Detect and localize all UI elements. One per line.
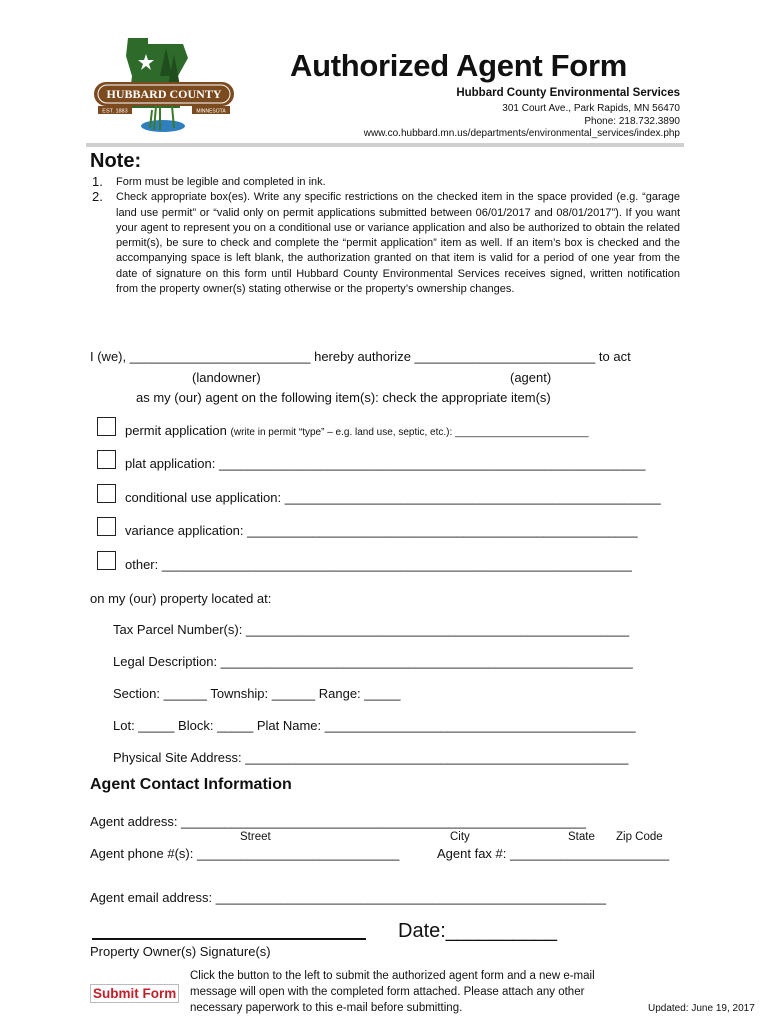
county-logo xyxy=(88,36,238,136)
updated-date: Updated: June 19, 2017 xyxy=(648,1003,755,1014)
svg-text:EST. 1883: EST. 1883 xyxy=(102,108,128,115)
submit-instructions: Click the button to the left to submit the authorized agent form and a new e-mail message will open with the completed form attached. Please attach any other necessary paperwork to this e-mail before submitting. xyxy=(190,970,595,1014)
note-list xyxy=(92,175,680,297)
agent-contact-heading: Agent Contact Information xyxy=(90,776,292,793)
date-field[interactable]: Date:__________ xyxy=(398,920,558,942)
org-name: Hubbard County Environmental Services xyxy=(456,87,680,99)
form-title: Authorized Agent Form xyxy=(290,48,627,83)
svg-text:HUBBARD COUNTY: HUBBARD COUNTY xyxy=(106,87,222,101)
zip-caption: Zip Code xyxy=(616,831,663,843)
landowner-caption: (landowner) xyxy=(192,370,261,385)
permit-application-item[interactable]: permit application (write in permit “type” – e.g. land use, septic, etc.): ________________________ xyxy=(125,423,589,438)
note-heading: Note: xyxy=(90,150,142,172)
agent-address-field[interactable]: Agent address: ________________________________________________________ xyxy=(90,814,586,829)
permit-application-checkbox[interactable] xyxy=(97,417,116,436)
note-item: 2. Check appropriate box(es). Write any specific restrictions on the checked item in the space provided (e.g. “garage land use permit” or “valid only on permit applications submitted between 06/01/2017 and 08/01/2017”). If you want your agent to represent you on a conditional use or variance application and also be authorized to obtain the related permit(s), be sure to check and complete the “permit application” item as well. If an item’s box is checked and the accompanying space is left blank, the authorization granted on that item is valid for a period of one year from the date of signature on this form until Hubbard County Environmental Services receives signed, written notification from the property owner(s) stating otherwise or the property’s ownership changes. xyxy=(92,189,680,296)
org-url: www.co.hubbard.mn.us/departments/environmental_services/index.php xyxy=(363,128,680,139)
owner-signature-line[interactable] xyxy=(92,938,366,940)
submit-form-button[interactable]: Submit Form xyxy=(90,984,179,1003)
other-item[interactable]: other: _________________________________________________________________ xyxy=(125,557,632,572)
header-divider xyxy=(86,143,684,147)
other-checkbox[interactable] xyxy=(97,551,116,570)
plat-application-checkbox[interactable] xyxy=(97,450,116,469)
property-heading: on my (our) property located at: xyxy=(90,591,272,606)
agent-caption: (agent) xyxy=(510,370,552,385)
variance-application-item[interactable]: variance application: ______________________________________________________ xyxy=(125,523,638,538)
authorize-subtext: as my (our) agent on the following item(s): check the appropriate item(s) xyxy=(136,390,551,405)
plat-application-item[interactable]: plat application: ___________________________________________________________ xyxy=(125,456,646,471)
tax-parcel-field[interactable]: Tax Parcel Number(s): _____________________________________________________ xyxy=(113,622,630,637)
agent-fax-field[interactable]: Agent fax #: ______________________ xyxy=(437,846,670,861)
note-item: 1. Form must be legible and completed in ink. xyxy=(92,174,326,189)
org-phone: Phone: 218.732.3890 xyxy=(584,116,680,127)
conditional-use-item[interactable]: conditional use application: ____________________________________________________ xyxy=(125,490,661,505)
legal-description-field[interactable]: Legal Description: _________________________________________________________ xyxy=(113,654,633,669)
street-caption: Street xyxy=(240,831,271,843)
site-address-field[interactable]: Physical Site Address: _____________________________________________________ xyxy=(113,750,629,765)
variance-application-checkbox[interactable] xyxy=(97,517,116,536)
state-caption: State xyxy=(568,831,595,843)
owner-signature-caption: Property Owner(s) Signature(s) xyxy=(90,944,271,959)
lot-block-plat-field[interactable]: Lot: _____ Block: _____ Plat Name: ___________________________________________ xyxy=(113,718,636,733)
section-township-range-field[interactable]: Section: ______ Township: ______ Range: _____ xyxy=(113,686,401,701)
conditional-use-checkbox[interactable] xyxy=(97,484,116,503)
agent-phone-field[interactable]: Agent phone #(s): ____________________________ xyxy=(90,846,400,861)
agent-email-field[interactable]: Agent email address: ______________________________________________________ xyxy=(90,890,607,905)
svg-text:MINNESOTA: MINNESOTA xyxy=(196,108,226,115)
city-caption: City xyxy=(450,831,470,843)
minnesota-map-logo-icon xyxy=(88,36,238,136)
org-address: 301 Court Ave., Park Rapids, MN 56470 xyxy=(502,103,680,114)
authorize-line[interactable]: I (we), _________________________ hereby authorize _________________________ to act xyxy=(90,349,631,364)
